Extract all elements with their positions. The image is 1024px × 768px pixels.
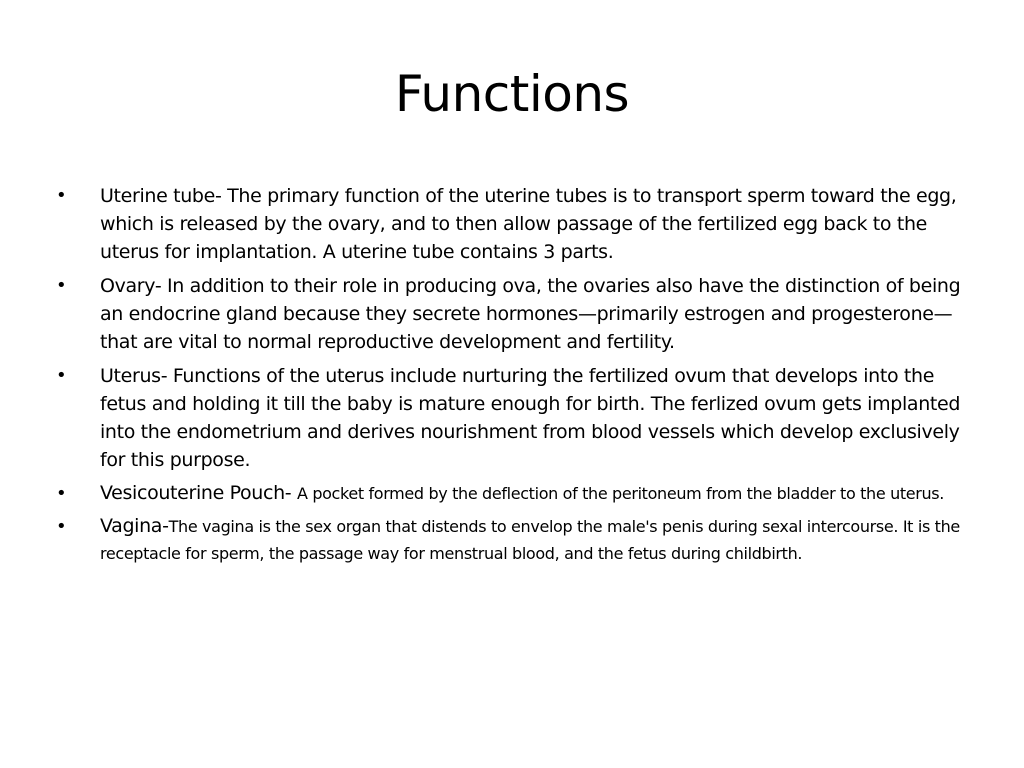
bullet-dot-icon: • bbox=[56, 185, 67, 206]
bullet-text: The vagina is the sex organ that distends to envelop the male's penis during sexal intercourse. It is the receptacle for sperm, the passage way for menstrual blood, and the fetus during childbirth. bbox=[100, 517, 960, 563]
bullet-dot-icon: • bbox=[56, 365, 67, 386]
bullet-dot-icon: • bbox=[56, 483, 67, 504]
bullet-item-vagina bbox=[54, 513, 974, 567]
bullet-item-uterus bbox=[54, 362, 974, 474]
bullet-list bbox=[54, 182, 974, 573]
bullet-text: Ovary- In addition to their role in producing ova, the ovaries also have the distinction of being an endocrine gland because they secrete hormones—primarily estrogen and progesterone—that are vital to normal reproductive development and fertility. bbox=[100, 275, 961, 353]
bullet-text: Uterine tube- The primary function of the uterine tubes is to transport sperm toward the egg, which is released by the ovary, and to then allow passage of the fertilized egg back to the uterus for implantation. A uterine tube contains 3 parts. bbox=[100, 185, 957, 263]
bullet-text: Uterus- Functions of the uterus include nurturing the fertilized ovum that develops into the fetus and holding it till the baby is mature enough for birth. The ferlized ovum gets implanted into the endometrium and derives nourishment from blood vessels which develop exclusively for this purpose. bbox=[100, 365, 961, 471]
slide-title: Functions bbox=[394, 65, 630, 123]
bullet-item-uterine-tube bbox=[54, 182, 974, 266]
bullet-item-vesicouterine-pouch bbox=[54, 480, 974, 507]
bullet-item-ovary bbox=[54, 272, 974, 356]
bullet-lead: Vesicouterine Pouch- bbox=[100, 482, 297, 504]
bullet-lead: Vagina- bbox=[100, 515, 169, 537]
bullet-dot-icon: • bbox=[56, 275, 67, 296]
bullet-text: A pocket formed by the deflection of the peritoneum from the bladder to the uterus. bbox=[296, 484, 945, 503]
bullet-dot-icon: • bbox=[56, 516, 67, 537]
